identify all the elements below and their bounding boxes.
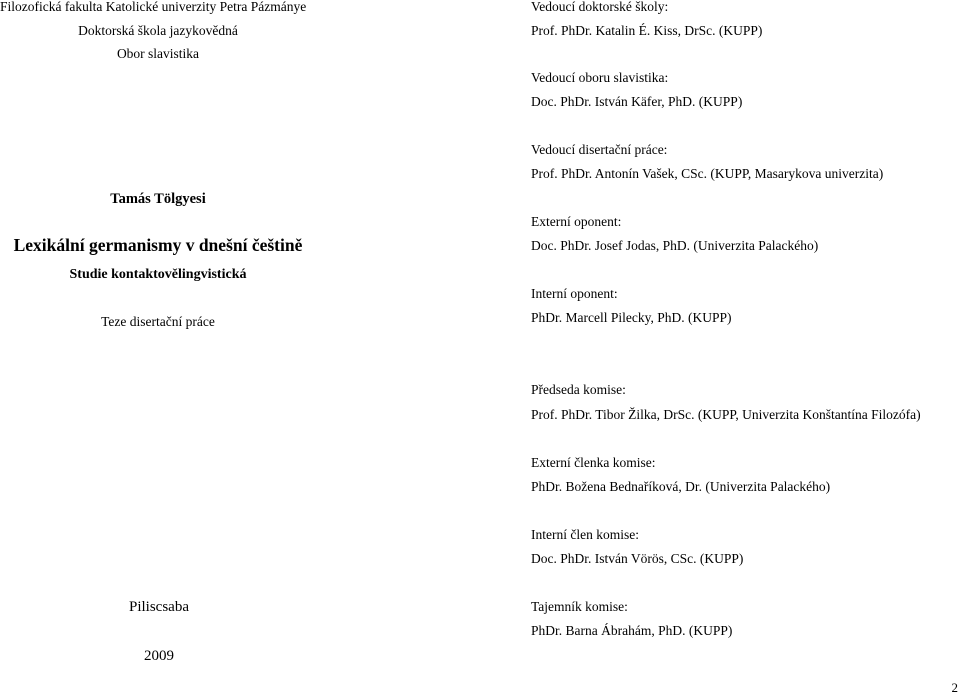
person-name: Prof. PhDr. Antonín Vašek, CSc. (KUPP, Masarykova univerzita)	[531, 166, 884, 181]
role-label: Vedoucí doktorské školy:	[531, 0, 669, 14]
page-number: 2	[951, 680, 958, 695]
thesis-title: Lexikální germanismy v dnešní češtině	[13, 235, 303, 255]
year: 2009	[144, 648, 174, 664]
role-label: Tajemník komise:	[531, 599, 628, 614]
faculty-line: Filozofická fakulta Katolické univerzity Petra Pázmánye	[0, 0, 307, 14]
role-label: Externí členka komise:	[531, 455, 656, 470]
author-name: Tamás Tölgyesi	[110, 191, 206, 207]
place: Piliscsaba	[129, 599, 189, 615]
role-label: Externí oponent:	[531, 214, 622, 229]
role-label: Vedoucí disertační práce:	[531, 142, 668, 157]
person-name: Prof. PhDr. Katalin É. Kiss, DrSc. (KUPP)	[531, 23, 763, 38]
person-name: Doc. PhDr. István Vörös, CSc. (KUPP)	[531, 551, 744, 566]
role-label: Interní člen komise:	[531, 527, 639, 542]
person-name: PhDr. Božena Bednaříková, Dr. (Univerzita Palackého)	[531, 479, 831, 494]
role-label: Interní oponent:	[531, 286, 618, 301]
doctoral-school-line: Doktorská škola jazykovědná	[78, 23, 238, 38]
person-name: PhDr. Marcell Pilecky, PhD. (KUPP)	[531, 310, 732, 325]
person-name: Doc. PhDr. Josef Jodas, PhD. (Univerzita Palackého)	[531, 238, 819, 253]
person-name: PhDr. Barna Ábrahám, PhD. (KUPP)	[531, 623, 733, 638]
role-label: Vedoucí oboru slavistika:	[531, 70, 669, 85]
person-name: Doc. PhDr. István Käfer, PhD. (KUPP)	[531, 94, 743, 109]
thesis-subtitle: Studie kontaktovělingvistická	[69, 267, 247, 282]
field-line: Obor slavistika	[116, 46, 200, 61]
person-name: Prof. PhDr. Tibor Žilka, DrSc. (KUPP, Univerzita Konštantína Filozófa)	[531, 407, 921, 422]
role-label: Předseda komise:	[531, 382, 626, 397]
document-type: Teze disertační práce	[101, 314, 215, 329]
